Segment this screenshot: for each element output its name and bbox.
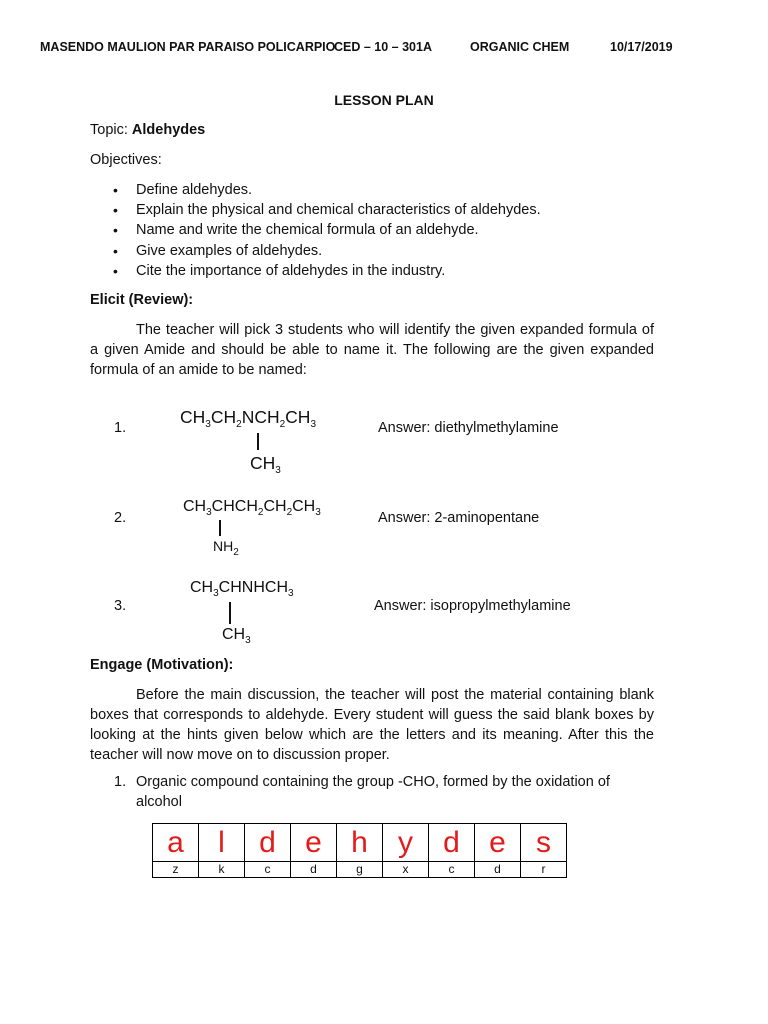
answer-letter: y — [383, 824, 429, 862]
question-text: Organic compound containing the group -CHO, formed by the oxidation of — [136, 774, 610, 790]
answer-letter: a — [153, 824, 199, 862]
hint-letter: z — [153, 862, 199, 878]
hint-letter: r — [521, 862, 567, 878]
answer-letter: l — [199, 824, 245, 862]
objective-item: • Define aldehydes. — [109, 180, 541, 200]
hint-letter: c — [429, 862, 475, 878]
formula-1-bond — [257, 433, 259, 450]
hint-letter: d — [475, 862, 521, 878]
objective-item: • Explain the physical and chemical characteristics of aldehydes. — [109, 200, 541, 220]
formula-1-branch: $CH_3$ — [250, 453, 281, 476]
page-title: LESSON PLAN — [334, 92, 434, 108]
header-date: 10/17/2019 — [610, 40, 673, 54]
objective-item: • Cite the importance of aldehydes in the industry. — [109, 261, 541, 281]
header-subject: ORGANIC CHEM — [470, 40, 570, 54]
elicit-answer: Answer: isopropylmethylamine — [374, 598, 571, 614]
engage-paragraph: Before the main discussion, the teacher will post the material containing blank boxes that corresponds to aldehyde. Every student will guess the said blank boxes by looking at the hints given below which are the letters and its meaning. After this the teacher will now move on to discussion proper. — [90, 687, 654, 763]
question-number: 1. — [114, 774, 127, 790]
header-section: CED – 10 – 301A — [334, 40, 432, 54]
topic-line — [90, 122, 205, 138]
word-puzzle-table — [152, 823, 567, 878]
answer-row — [153, 824, 567, 862]
hint-letter: k — [199, 862, 245, 878]
header-name: MASENDO MAULION PAR PARAISO POLICARPIO — [40, 40, 336, 54]
hint-letter: c — [245, 862, 291, 878]
answer-letter: h — [337, 824, 383, 862]
formula-3-branch: $CH_3$ — [222, 626, 251, 646]
elicit-answer: Answer: diethylmethylamine — [378, 420, 559, 436]
engage-heading: Engage (Motivation): — [90, 657, 234, 673]
topic-value: Aldehydes — [131, 122, 206, 138]
formula-2-bond — [219, 520, 221, 536]
formula-1-main: $CH_3CH_2NCH_2CH_3$ — [180, 407, 317, 430]
elicit-item-number: 3. — [114, 598, 127, 614]
answer-letter: e — [475, 824, 521, 862]
answer-letter: e — [291, 824, 337, 862]
answer-letter: d — [245, 824, 291, 862]
elicit-heading: Elicit (Review): — [90, 292, 194, 308]
elicit-paragraph: The teacher will pick 3 students who will identify the given expanded formula of a given Amide and should be able to name it. The following are the given expanded formula of an amide to be named: — [90, 322, 654, 378]
elicit-item-number: 1. — [114, 420, 127, 436]
objectives-label: Objectives: — [90, 152, 162, 168]
formula-2-branch: $NH_2$ — [213, 538, 239, 558]
hint-letter: g — [337, 862, 383, 878]
objectives-list — [109, 180, 541, 281]
question-text-cont: alcohol — [136, 794, 182, 810]
formula-2-main: $CH_3CHCH_2CH_2CH_3$ — [183, 498, 321, 518]
elicit-item-number: 2. — [114, 510, 127, 526]
objective-item: • Give examples of aldehydes. — [109, 241, 541, 261]
formula-3-bond — [229, 602, 231, 624]
formula-3-main: $CH_3CHNHCH_3$ — [190, 579, 294, 599]
hint-letter: d — [291, 862, 337, 878]
objective-item: • Name and write the chemical formula of an aldehyde. — [109, 220, 541, 240]
answer-letter: d — [429, 824, 475, 862]
answer-letter: s — [521, 824, 567, 862]
hint-letter: x — [383, 862, 429, 878]
elicit-answer: Answer: 2-aminopentane — [378, 510, 540, 526]
hint-row — [153, 862, 567, 878]
topic-label: Topic: — [90, 122, 128, 138]
